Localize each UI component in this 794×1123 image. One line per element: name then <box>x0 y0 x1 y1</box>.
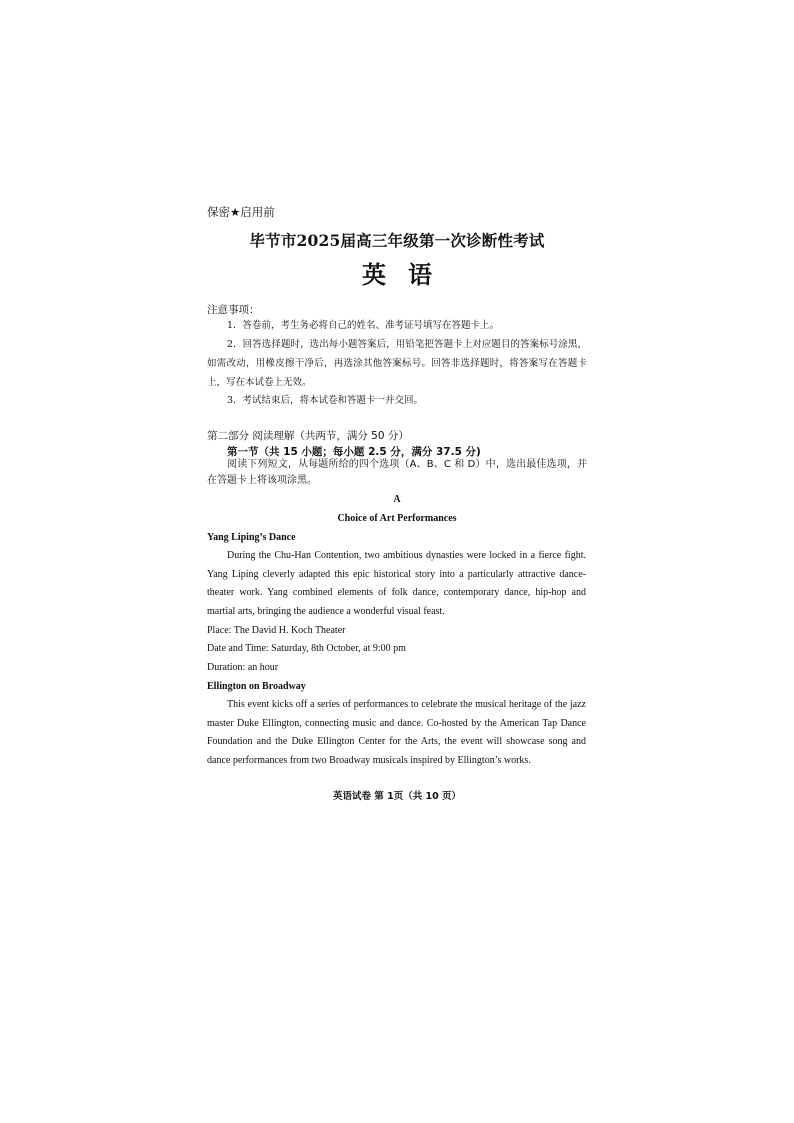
part-title: 第二部分 阅读理解（共两节，满分 50 分） <box>207 430 409 442</box>
section-title: 第一节（共 15 小题；每小题 2.5 分，满分 37.5 分) <box>227 446 481 458</box>
page-footer: 英语试卷 第 1页（共 10 页） <box>332 791 462 802</box>
notice-item-1: 1．答卷前，考生务必将自己的姓名、准考证号填写在答题卡上。 <box>227 320 500 331</box>
exam-title: 毕节市2025届高三年级第一次诊断性考试 <box>249 231 545 250</box>
notice-item-3: 3．考试结束后，将本试卷和答题卡一并交回。 <box>227 395 424 406</box>
passage-letter: A <box>393 494 401 505</box>
performance-duration: Duration: an hour <box>207 662 279 673</box>
performance-body-2: This event kicks off a series of performances to celebrate the musical heritage of the jazz master Duke Ellington, connecting music and dance. Co-hosted by the American Tap Dance Foundation and the Duke Ellington Center for the Arts, the event will showcase song and dance performances from two Broadway musicals inspired by Ellington’s works. <box>207 699 586 766</box>
confidential-label: 保密★启用前 <box>207 205 275 219</box>
performance-body-1: During the Chu-Han Contention, two ambitious dynasties were locked in a fierce fight. Yang Liping cleverly adapted this epic historical story into a particularly attractive dance-theater work. Yang combined elements of folk dance, contemporary dance, hip-hop and martial arts, bringing the audience a wonderful visual feast. <box>207 550 586 617</box>
performance-heading-1: Yang Liping’s Dance <box>207 532 296 543</box>
subject-title: 英语 <box>362 261 454 289</box>
notice-title: 注意事项： <box>207 304 260 316</box>
passage-title: Choice of Art Performances <box>337 513 457 524</box>
notice-item-2: 2．回答选择题时，选出每小题答案后，用铅笔把答题卡上对应题目的答案标号涂黑，如需改动，用橡皮擦干净后，再选涂其他答案标号。回答非选择题时，将答案写在答题卡上，写在本试卷上无效。 <box>207 339 587 388</box>
performance-heading-2: Ellington on Broadway <box>207 681 306 692</box>
directions: 阅读下列短文，从每题所给的四个选项（A、B、C 和 D）中，选出最佳选项，并在答题卡上将该项涂黑。 <box>207 459 587 486</box>
performance-datetime: Date and Time: Saturday, 8th October, at 9:00 pm <box>207 643 406 654</box>
performance-place: Place: The David H. Koch Theater <box>207 625 346 636</box>
